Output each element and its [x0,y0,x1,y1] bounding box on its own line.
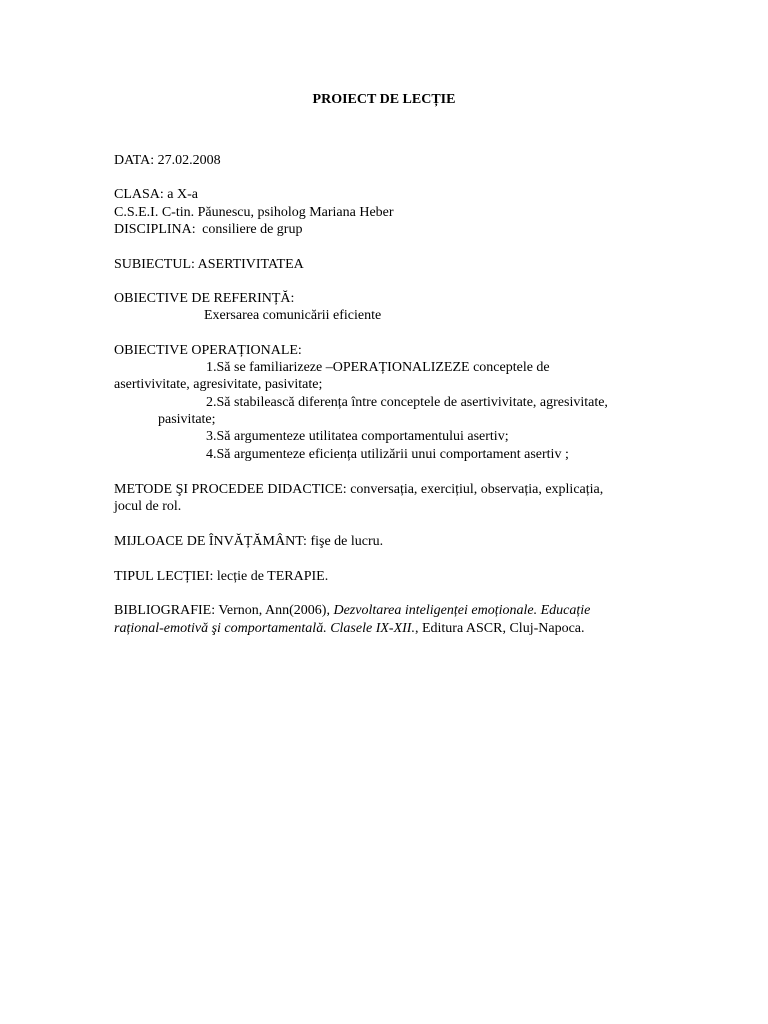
subiectul-value: ASERTIVITATEA [197,257,304,272]
clasa-value: a X-a [167,187,198,202]
bibliografie-author: Vernon, Ann(2006), [218,603,330,618]
objective-item-2-continuation: pasivitate; [158,412,216,427]
disciplina-line [114,221,302,238]
obiective-referinta-item: Exersarea comunicării eficiente [204,308,382,323]
school-line: C.S.E.I. C-tin. Păunescu, psiholog Mariana Heber [114,205,394,220]
tipul-value: lecție de TERAPIE. [216,569,329,584]
page-title: PROIECT DE LECȚIE [312,92,456,107]
data-line [114,152,221,169]
objective-item-2: 2.Să stabilească diferența între conceptele de asertivivitate, agresivitate, [206,395,608,410]
bibliografie-title-part1: Dezvoltarea inteligenței emoționale. Educație [333,603,591,618]
data-value: 27.02.2008 [157,153,221,168]
metode-value: conversația, exercițiul, observația, explicația, [350,482,604,497]
metode-label: METODE ŞI PROCEDEE DIDACTICE: [114,482,347,497]
tipul-line [114,568,328,585]
disciplina-value: consiliere de grup [202,222,303,237]
objective-item-4: 4.Să argumenteze eficiența utilizării unui comportament asertiv ; [206,447,569,462]
disciplina-label: DISCIPLINA: [114,222,196,237]
clasa-line [114,186,198,203]
metode-continuation: jocul de rol. [114,499,182,514]
mijloace-line [114,533,383,550]
clasa-label: CLASA: [114,187,164,202]
bibliografie-label: BIBLIOGRAFIE: [114,603,216,618]
metode-line [114,481,603,498]
bibliografie-line [114,602,590,619]
bibliografie-title-part2: rațional-emotivă şi comportamentală. Clasele IX-XII. [114,621,415,636]
objective-item-1: 1.Să se familiarizeze –OPERAȚIONALIZEZE conceptele de [206,360,550,375]
mijloace-label: MIJLOACE DE ÎNVĂȚĂMÂNT: [114,534,307,549]
objective-item-1-continuation: asertivivitate, agresivitate, pasivitate; [114,377,323,392]
objective-item-3: 3.Să argumenteze utilitatea comportamentului asertiv; [206,429,509,444]
subiectul-label: SUBIECTUL: [114,257,195,272]
subiectul-line [114,256,304,273]
tipul-label: TIPUL LECȚIEI: [114,569,214,584]
bibliografie-continuation [114,620,585,637]
bibliografie-publisher: , Editura ASCR, Cluj-Napoca. [414,621,585,636]
obiective-operationale-label: OBIECTIVE OPERAȚIONALE: [114,343,302,358]
obiective-referinta-label: OBIECTIVE DE REFERINȚĂ: [114,291,295,306]
mijloace-value: fişe de lucru. [310,534,384,549]
data-label: DATA: [114,153,155,168]
